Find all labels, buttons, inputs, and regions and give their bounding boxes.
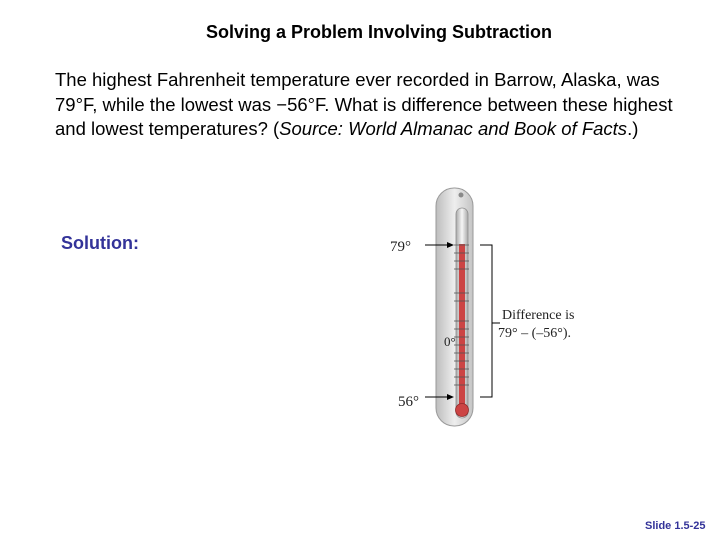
zero-label: 0°	[444, 334, 456, 349]
problem-text-main: The highest Fahrenheit temperature ever recorded in Barrow, Alaska, was 79°F, while the lowest was −56°F. What is difference between these highest and lowest temperatures? (	[55, 69, 673, 139]
low-temp-label: 56°	[398, 394, 419, 410]
high-temp-label: 79°	[390, 239, 411, 255]
difference-label-line2: 79° – (–56°).	[498, 326, 572, 341]
problem-text	[55, 68, 695, 142]
difference-bracket	[480, 245, 492, 397]
thermometer-diagram	[370, 185, 600, 435]
problem-text-end: .)	[627, 118, 639, 139]
slide-title: Solving a Problem Involving Subtraction	[205, 22, 553, 42]
slide-number: Slide 1.5-25	[645, 520, 706, 532]
source-citation: Source: World Almanac and Book of Facts	[279, 118, 628, 139]
solution-label: Solution:	[61, 233, 139, 253]
thermometer-bulb	[456, 404, 469, 417]
difference-label-line1: Difference is	[502, 308, 575, 323]
hanging-hole	[459, 193, 464, 198]
